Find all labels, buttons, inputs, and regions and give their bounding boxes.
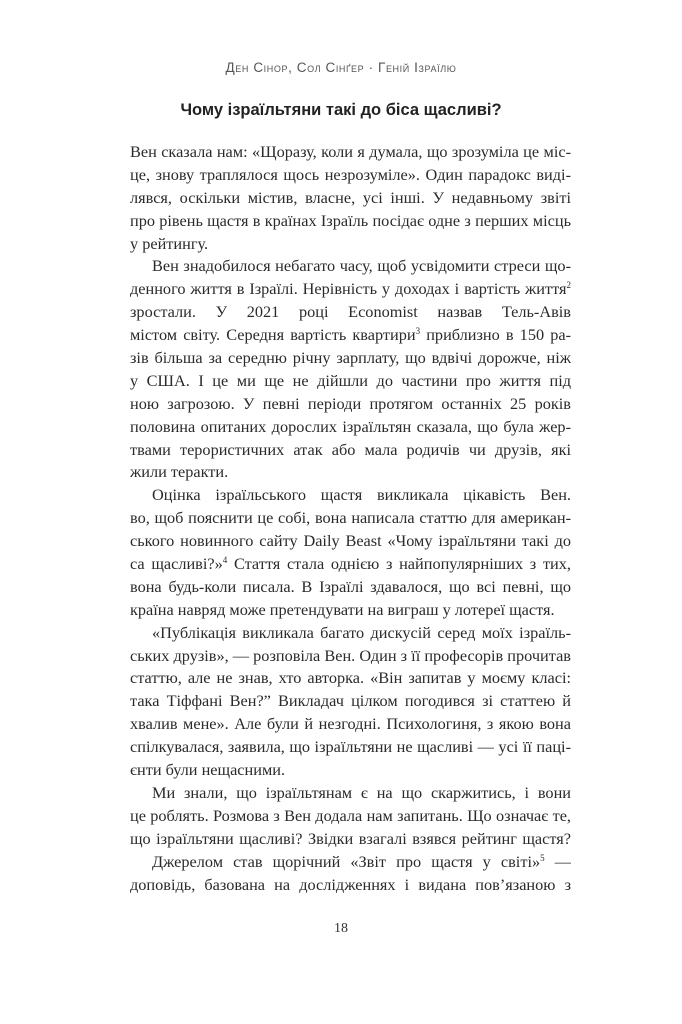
text-line [130,874,571,897]
text-segment: Вен знадобилося небагато часу, щоб усвідомити стреси що- [152,256,571,276]
text-line [130,713,571,736]
text-line [130,759,571,782]
footnote-marker[interactable]: 5 [540,852,545,863]
text-line [130,736,571,759]
text-segment: Оцінка ізраїльського щастя викликала цікавість Вен. [152,485,571,505]
text-segment: «Публікація викликала багато дискусій серед моїх ізраїль- [152,622,571,642]
text-line [130,233,571,256]
paragraph [130,484,571,621]
text-line [130,164,571,187]
text-segment: про рівень щастя в країнах Ізраїль посідає одне з перших місць [130,210,571,230]
text-segment: зростали. У 2021 році Economist назвав Тель-Авів [130,302,571,322]
text-segment: ною загрозою. У певні періоди протягом останніх 25 років [130,393,571,413]
text-line [130,347,571,370]
text-segment: во, щоб пояснити це собі, вона написала статтю для американ- [130,508,571,528]
text-line [130,187,571,210]
text-line [130,461,571,484]
text-line [130,576,571,599]
text-line [130,622,571,645]
text-segment: денного життя в Ізраїлі. Нерівність у доходах і вартість життя [130,279,567,299]
text-line [130,416,571,439]
text-line [130,141,571,164]
text-line [130,255,571,278]
text-line [130,507,571,530]
text-segment: країна навряд може претендувати на виграш у лотереї щастя. [130,599,555,619]
text-line [130,645,571,668]
text-segment: містом світу. Середня вартість квартири [130,325,416,345]
text-segment: твами терористичних атак або мала родичів чи друзів, які [130,439,571,459]
text-line [130,851,571,874]
text-segment: лявся, оскільки містив, власне, усі інші. У недавньому звіті [130,187,571,207]
text-segment: це роблять. Розмова з Вен додала нам запитань. Що означає те, [130,805,571,825]
text-line [130,278,571,301]
text-line [130,530,571,553]
text-line [130,667,571,690]
text-segment: така Тіффані Вен?” Викладач цілком погодився зі статтею й [130,691,571,711]
paragraph [130,782,571,851]
text-line [130,370,571,393]
text-segment: приблизно в 150 ра- [420,325,571,345]
text-segment: Ми знали, що ізраїльтянам є на що скаржитись, і вони [152,782,571,802]
text-line [130,484,571,507]
text-segment: зів більша за середню річну зарплату, що вдвічі дорожче, ніж [130,348,571,368]
text-segment: жили теракти. [130,462,229,482]
text-segment: ського новинного сайту Daily Beast «Чому ізраїльтяни такі до [130,531,571,551]
text-segment: це, знову траплялося щось незрозуміле». Один парадокс виді- [130,164,571,184]
footnote-marker[interactable]: 2 [566,280,571,291]
text-line [130,210,571,233]
paragraph [130,141,571,255]
text-segment: єнти були нещасними. [130,760,286,780]
running-head: Ден Сінор, Сол Сінґер · Геній Ізраїлю [225,60,457,75]
text-line [130,439,571,462]
text-segment: вона будь-коли писала. В Ізраїлі здавалося, що всі певні, що [130,576,571,596]
text-segment: спілкувалася, заявила, що ізраїльтяни не щасливі — усі її паці- [130,737,571,757]
text-segment: са щасливі?» [130,554,223,574]
text-segment: доповідь, базована на дослідженнях і видана пов’язаною з [130,874,571,894]
text-segment: ських друзів», — розповіла Вен. Один з її професорів прочитав [130,645,571,665]
footnote-marker[interactable]: 3 [415,326,421,337]
text-line [130,324,571,347]
text-line [130,301,571,324]
footnote-marker[interactable]: 4 [222,555,228,566]
text-segment: Джерелом став щорічний «Звіт про щастя у світі» [152,851,541,871]
text-segment: половина опитаних дорослих ізраїльтян сказала, що була жер- [130,416,571,436]
text-line [130,599,571,622]
text-segment: — [554,851,571,871]
text-segment: Вен сказала нам: «Щоразу, коли я думала, що зрозуміла це міс- [130,142,571,161]
text-segment: Стаття стала однією з найпопулярніших з тих, [233,554,571,574]
paragraph [130,622,571,782]
text-line [130,828,571,851]
text-line [130,553,571,576]
text-segment: у США. І це ми ще не дійшли до частини про життя під [130,370,571,390]
text-line [130,805,571,828]
paragraph [130,255,571,484]
section-title: Чому ізраїльтяни такі до біса щасливі? [180,101,502,119]
text-line [130,393,571,416]
text-line [130,782,571,805]
text-line [130,690,571,713]
text-segment: що ізраїльтяни щасливі? Звідки взагалі взявся рейтинг щастя? [130,828,571,848]
body-text [130,141,571,896]
text-segment: хвалив мене». Але були й незгодні. Психологиня, з якою вона [130,714,571,734]
paragraph [130,851,571,897]
text-segment: у рейтингу. [130,233,209,253]
text-segment: статтю, але не знав, хто авторка. «Він запитав у моєму класі: [130,668,571,688]
page-number: 18 [334,921,348,936]
